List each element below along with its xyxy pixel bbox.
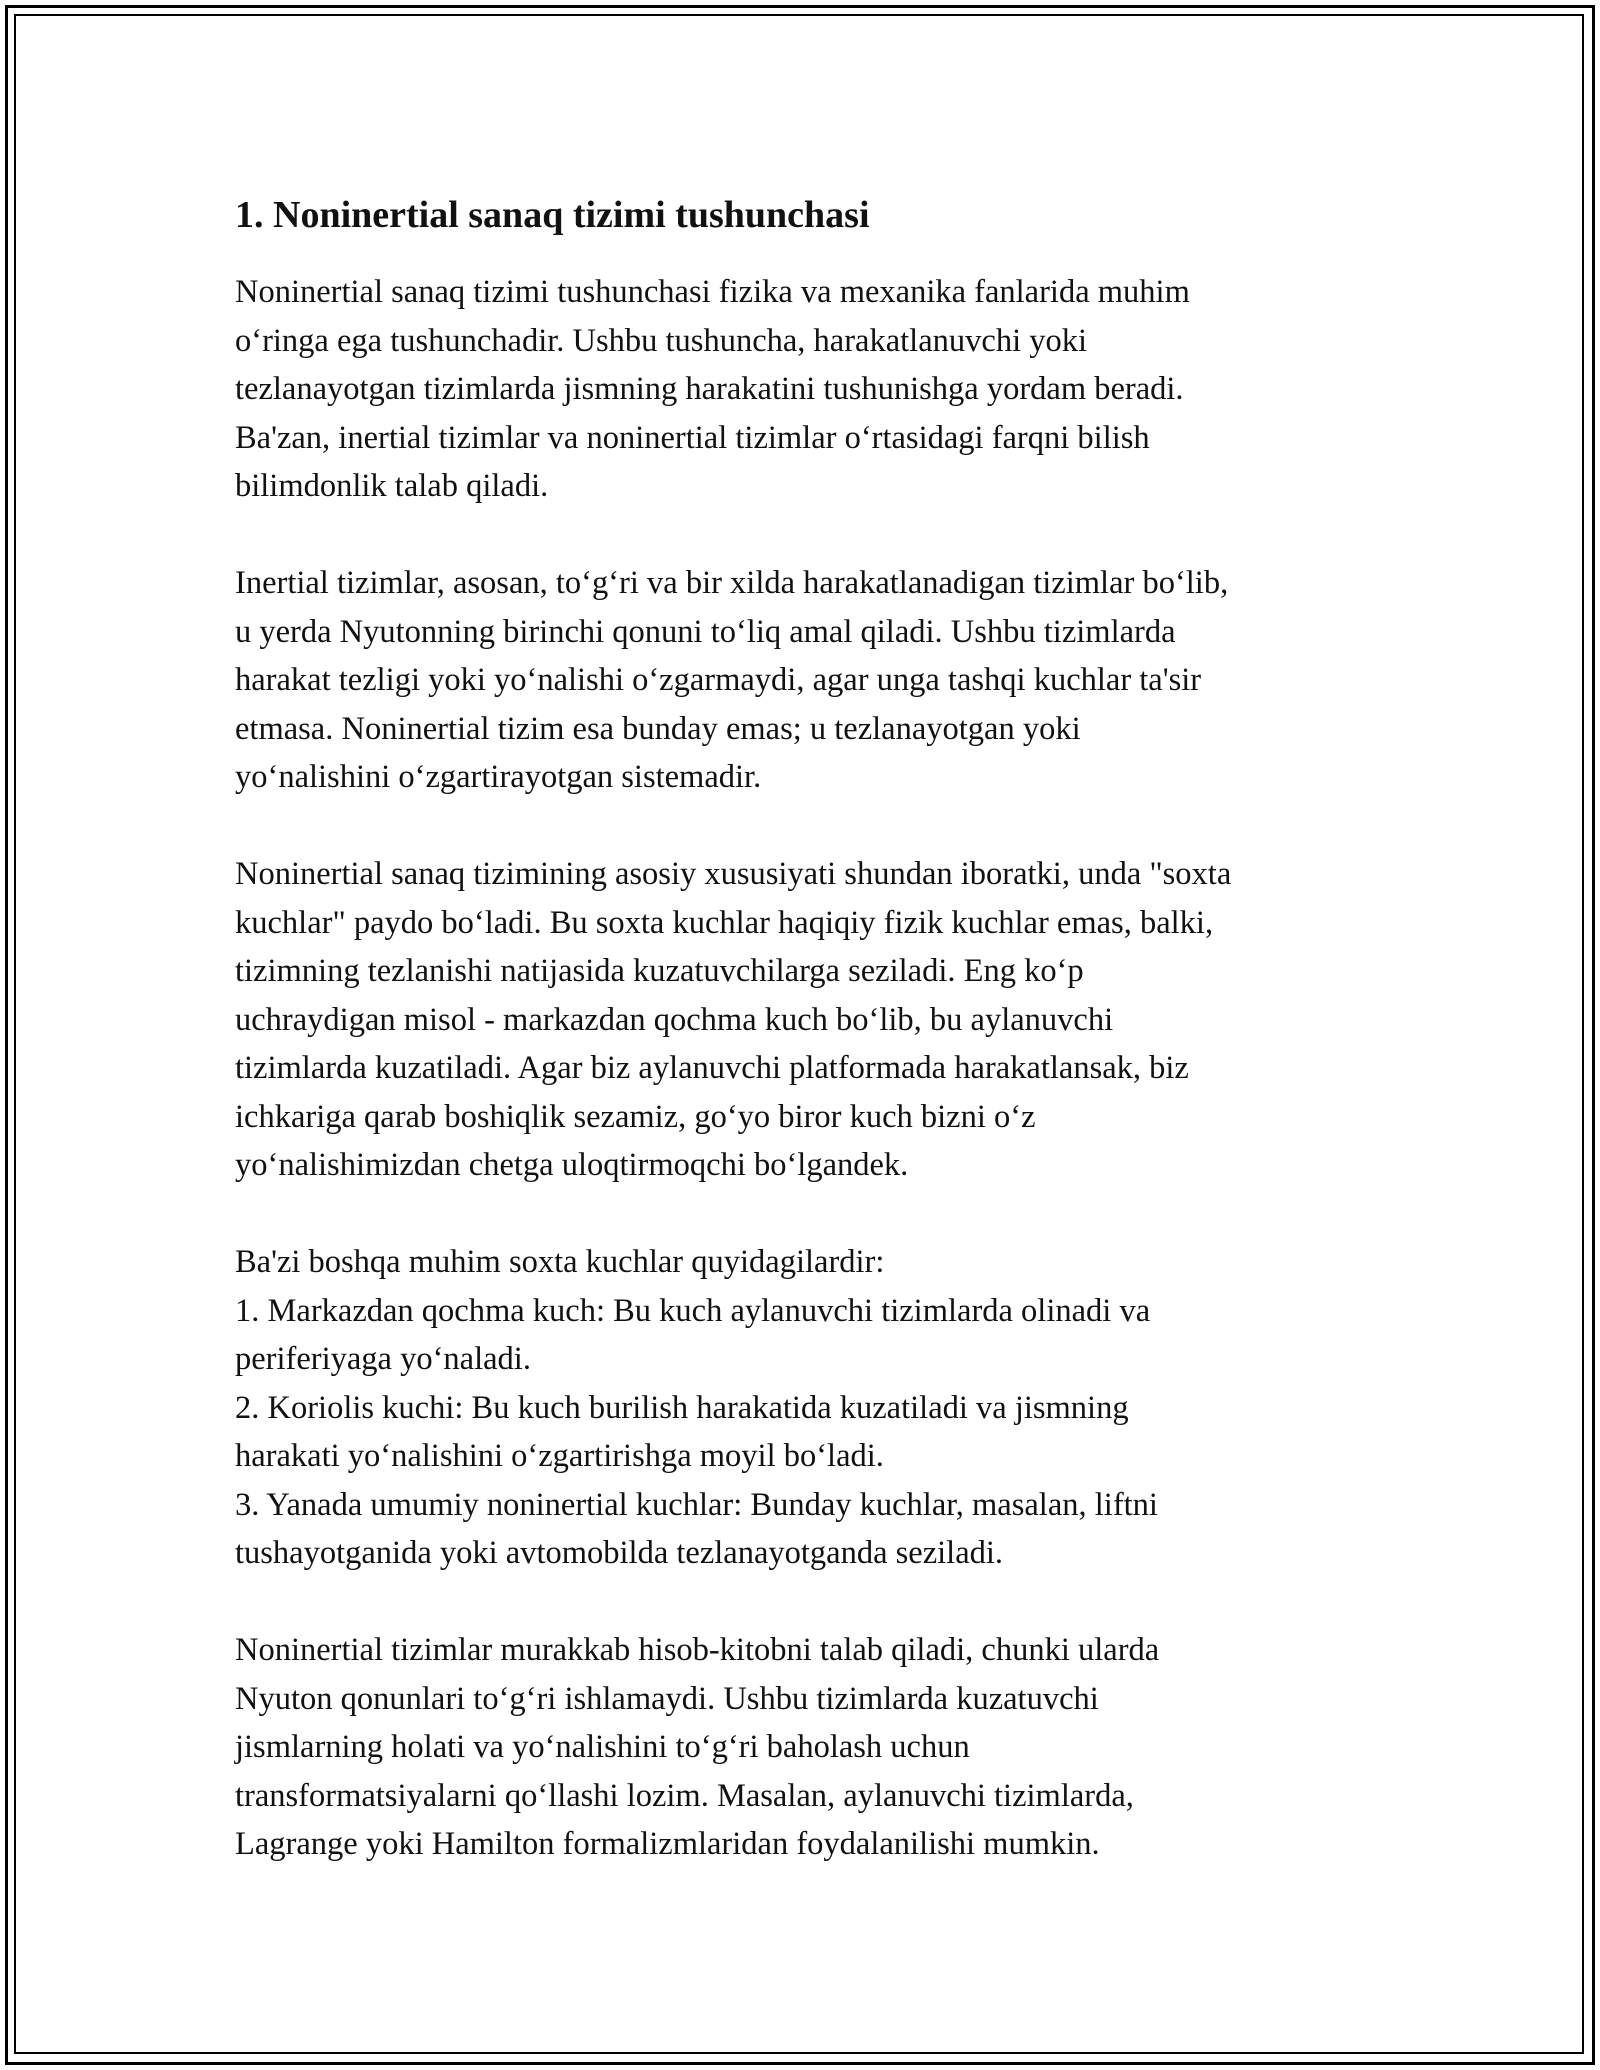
paragraph-fictitious-forces: Noninertial sanaq tizimining asosiy xususiyati shundan iboratki, unda "soxta kuchlar" paydo bo‘ladi. Bu soxta kuchlar haqiqiy fizik kuchlar emas, balki, tizimning tezlanishi natijasida kuzatuvchilarga seziladi. Eng ko‘p uchraydigan misol - markazdan qochma kuch bo‘lib, bu aylanuvchi tizimlarda kuzatiladi. Agar biz aylanuvchi platformada harakatlansak, biz ichkariga qarab boshiqlik sezamiz, go‘yo biror kuch bizni o‘z yo‘nalishimizdan chetga uloqtirmoqchi bo‘lgandek. (235, 856, 1232, 1183)
section-heading: 1. Noninertial sanaq tizimi tushunchasi (235, 194, 870, 236)
paragraph-inertial-systems: Inertial tizimlar, asosan, to‘g‘ri va bir xilda harakatlanadigan tizimlar bo‘lib, u yerda Nyutonning birinchi qonuni to‘liq amal qiladi. Ushbu tizimlarda harakat tezligi yoki yo‘nalishi o‘zgarmaydi, agar unga tashqi kuchlar ta'sir etmasa. Noninertial tizim esa bunday emas; u tezlanayotgan yoki yo‘nalishini o‘zgartirayotgan sistemadir. (235, 565, 1229, 795)
paragraph-intro: Noninertial sanaq tizimi tushunchasi fizika va mexanika fanlarida muhim o‘ringa ega tushunchadir. Ushbu tushuncha, harakatlanuvchi yoki tezlanayotgan tizimlarda jismning harakatini tushunishga yordam beradi. Ba'zan, inertial tizimlar va noninertial tizimlar o‘rtasidagi farqni bilish bilimdonlik talab qiladi. (235, 274, 1190, 504)
document-body (235, 184, 1385, 1869)
paragraph-forces-list: Ba'zi boshqa muhim soxta kuchlar quyidagilardir: 1. Markazdan qochma kuch: Bu kuch aylanuvchi tizimlarda olinadi va periferiyaga yo‘naladi. 2. Koriolis kuchi: Bu kuch burilish harakatida kuzatiladi va jismning harakati yo‘nalishini o‘zgartirishga moyil bo‘ladi. 3. Yanada umumiy noninertial kuchlar: Bunday kuchlar, masalan, liftni tushayotganida yoki avtomobilda tezlanayotganda seziladi. (235, 1244, 1158, 1571)
paragraph-conclusion: Noninertial tizimlar murakkab hisob-kitobni talab qiladi, chunki ularda Nyuton qonunlari to‘g‘ri ishlamaydi. Ushbu tizimlarda kuzatuvchi jismlarning holati va yo‘nalishini to‘g‘ri baholash uchun transformatsiyalarni qo‘llashi lozim. Masalan, aylanuvchi tizimlarda, Lagrange yoki Hamilton formalizmlaridan foydalanilishi mumkin. (235, 1632, 1160, 1862)
